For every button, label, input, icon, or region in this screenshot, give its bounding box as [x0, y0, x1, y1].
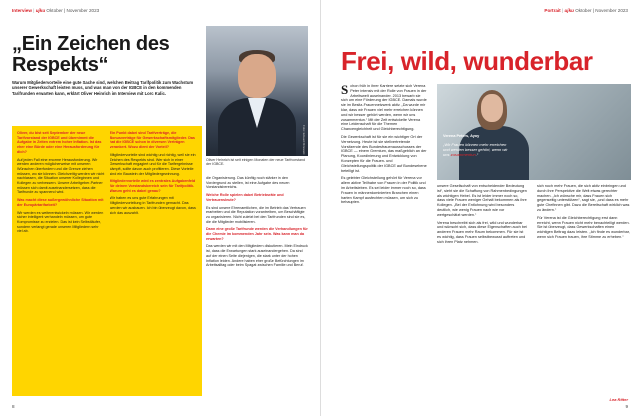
pull-quote: „Wir Frauen können mehr erreichen und werden besser gehört, wenn wir uns zusammentun.“ [443, 142, 508, 157]
section-label: Portrait [544, 8, 561, 13]
portrait-photo [437, 84, 631, 180]
page-number: 8 [12, 404, 15, 409]
right-page [320, 0, 640, 416]
answer-paragraph: Mitgliedervorteile sind wichtig und richtig, weil sie ein Zeichen des Respekts sind. Wer sich in einer Gewerkschaft engagiert und für die Tarifergebnisse kämpft, sollte davon auch profitieren. Diese Vorteile sind ein Baustein der Mitgliedergewinnung. [109, 152, 196, 176]
question-paragraph: Welche Rolle spielen dabei Betriebsräte und Vertrauensleute? [206, 193, 284, 202]
article-title: Frei, wild, wunderbar [341, 46, 593, 76]
issue-label: Oktober | November 2023 [46, 8, 100, 13]
body-paragraph: Die Gewerkschaft ist für sie ein wichtiger Ort der Vernetzung. Heute ist sie stellvertretende Vorsitzende des Bundesfrauenausschusses der IGBCE — einem Gremium, das maßgeblich an der Planung, Koordinierung und Entwicklung von Konzepten für die Frauen- und Gleichstellungspolitik der IGBCE auf Bundesebene beteiligt ist. [341, 134, 427, 173]
yellow-column-2 [110, 131, 198, 391]
question-paragraph: Mitgliedervorteile wird es zentrales Aufgabenfeld für deinen Vorstandsbereich sein für Tarifpolitik. Warum geht es dabei genau? [109, 179, 196, 193]
intro-question: Oliver, du bist seit September der neue Tarifvorstand der IGBCE und übernimmt die Aufgabe in Zeiten extrem hoher Inflation. Ist das eher eine Bürde oder eine Herausforderung für dich? [17, 131, 102, 154]
body-paragraph: Für Verena ist die Gleichberechtigung erst dann erreicht, wenn Frauen nicht mehr benachteiligt werden. Sie ist überzeugt, dass Gewerkschaften einen wichtigen Beitrag dazu leisten. „Ich finde es wunderbar, wenn sich Frauen trauen, ihre Stimme zu erheben.“ [537, 215, 630, 239]
author-credit [610, 397, 628, 402]
page-number: 9 [625, 404, 628, 409]
body-paragraph: Es gelebter Gleichstellung gehört für Verena vor allem aktive Teilhabe von Frauen in der Politik und im Arbeitsleben. Es sei leider immer noch so, dass Frauen in männerdominierten Branchen einen harten Kampf ausfechten müssen, um sich zu behaupten. [341, 176, 426, 205]
text-column-1 [341, 84, 427, 402]
section-label: Interview [12, 8, 32, 13]
answer-paragraph: Wir haben es uns gute Erfahrungen mit Mitgliedervorteilung in Tarifrunden gemacht. Das werden wir ausbauen. Ich bin überzeugt davon, dass sich das auszahlt. [109, 196, 196, 215]
running-header: Interview | ujku Oktober | November 2023 [12, 8, 100, 13]
magazine-brand: ujku [564, 8, 574, 13]
interview-yellow-box [12, 126, 202, 396]
interview-right-column [206, 176, 308, 396]
issue-label: Oktober | November 2023 [575, 8, 628, 13]
body-paragraph: Verena beschreibt sich als frei, wild und wunderbar und wünscht sich, dass diese Eigenschaften auch bei anderen Frauen mehr Raum bekommen. Für sie ist es wichtig, dass Frauen selbstbewusst auftreten und sich ihren Platz nehmen. [437, 220, 527, 244]
photo-credit: Foto: Eduard Rzewski [302, 124, 306, 154]
text-column-3 [537, 184, 631, 394]
article-body [341, 84, 631, 404]
body-paragraph: unsere Gesellschaft von entscheidender Bedeutung ist“, sieht sie die Schaffung von Rahmenbedingungen als wichtigen Hebel. Es ist leider immer noch so, dass viele Frauen weniger Gehalt bekommen als ihre Kollegen. „Bei der Entlohnung wird besonders deutlich, wie wenig Frauen nach wie vor wertgeschätzt werden.“ [437, 184, 527, 217]
question-paragraph: Was macht diese außergewöhnliche Situation mit der Europärtarifarbeit? [17, 198, 104, 207]
drop-cap: S [341, 84, 349, 97]
running-header: Portrait | ujku Oktober | November 2023 [544, 8, 628, 13]
answer-paragraph: Das werden wir mit den Mitgliedern diskutieren. Mein Eindruck ist, dass die Erwartungen stark auseinandergehen. Da sind auf der einen Seite diejenigen, die stark unter der hohen Inflation leiden. Andere haben eher große Befürchtungen im Arbeitsalltag oder beim Spagat zwischen Familie und Beruf. [206, 244, 308, 268]
answer-paragraph: Wir werden es weiterentwickeln müssen. Wir werden sicher intelligent verhandeln müssen, um gute Kompromisse zu erzielen. Das ist kein Selbstläufer, sondern verlangt gerade unseren Mitgliedern sehr viel ab. [17, 210, 104, 234]
article-lead: Warum Mitgliedervorteile eine gute Sache sind, welchen Beitrag Tarifpolitik zum Wachstum unserer Gewerkschaft leisten muss, und was man von der IGBCE in den kommenden Tarifrunden erwarten kann, erklärt Oliver Heinrich im Interview mit Lorc Kalic. [12, 80, 194, 96]
question-paragraph: Ein Punkt dabei sind Tarifverträge, die Bonusverträge für Gewerkschaftsmitglieder. Das hat die IGBCE schon in diversen Verträgen verankert. Wozu dient der Vorteil? [109, 131, 195, 150]
answer-paragraph: die Organisierung. Das künftig noch stärker in den Vordergrund zu stellen, ist eine Aufgabe des neuen Vorstandsbereichs. [206, 176, 290, 190]
question-paragraph: Dann eine große Tarifrunde werden die Verhandlungen für die Chemie im kommenden Jahr sein. Was kann man da erwarten? [206, 227, 308, 241]
yellow-column-1 [17, 131, 105, 391]
portrait-name: Verena Peters, Ayoy [443, 134, 480, 138]
body-paragraph: chon früh in ihrer Karriere setzte sich Verena Peter intensiv mit der Rolle von Frauen in der Arbeitswelt auseinander. 2013 bewarb sie sich um eine Förderung der IGBCE. Damals wurde sie im Besitz-Frauennetzwerk aktiv. „Da wurde mir klar, dass wir Frauen viel mehr erreichen können und wir besser gehört werden, wenn wir uns zusammentun.“ Mit der Zeit entwickelte Verena eine Leidenschaft für die Themen Chancengleichheit und Gleichberechtigung. [341, 84, 427, 132]
text-column-2 [437, 184, 527, 402]
author-name: Lea Ritter [609, 397, 628, 402]
photo-caption: Oliver Heinrich ist seit einigen Monaten der neue Tarifvorstand der IGBCE. [206, 158, 306, 167]
article-title: „Ein Zeichen des Respekts“ [12, 33, 170, 76]
answer-paragraph: Auf jeden Fall eine enorme Herausforderung. Wir werden anderen möglicherweise mit unseren Wünschen überfordern und die Grenze ziehen müssen, wo sie können. Gleichzeitig werden wir nicht nachlassen, die Situation unserer Kolleginnen und Kollegen zu verbessern. Unsere Arbeitgeber-Partner müssen sich damit auseinandersetzen, dass die Tarifrunde zu spannend wird. [17, 157, 105, 195]
magazine-brand: ujku [35, 8, 46, 13]
interview-photo [206, 26, 308, 156]
body-paragraph: sich noch mehr Frauen, die sich aktiv einbringen und durch ihre Perspektive die Welt etwas gerechter machen. „Ich wünsche mir, dass Frauen sich gegenseitig unterstützen“, sagt sie, „und dass es mehr gute Chefinnen gibt. Dazu die Bereitschaft wirklich was zu ändern.“ [537, 184, 630, 212]
answer-paragraph: Es sind unsere Ehrenamtlichen, die im Betrieb das Vertrauen erarbeiten und die Reputation vorantreiben, um Beschäftigte zu organisieren. Nicht zuletzt bei den Tarifrunden sind sie es, die die Mitglieder mobilisieren. [206, 205, 306, 224]
